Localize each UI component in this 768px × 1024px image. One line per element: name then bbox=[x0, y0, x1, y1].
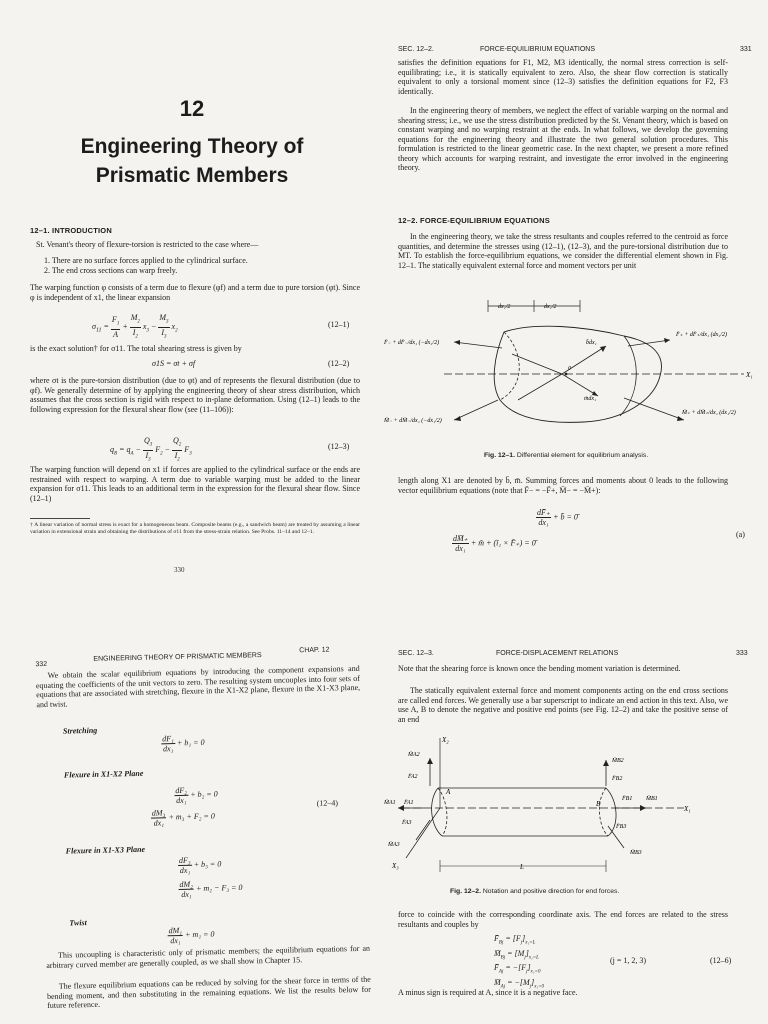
m-b1-label: M̄B1 bbox=[646, 796, 658, 802]
arrow-heads bbox=[454, 338, 684, 421]
x2-axis-label: X₂ bbox=[442, 736, 449, 744]
page-330 bbox=[0, 0, 384, 600]
x1-axis-label: X₁ bbox=[746, 371, 753, 379]
f-a2-label: F̄A2 bbox=[408, 774, 418, 780]
equation-flexure-13-moment: $\frac{\text{dM₂}}{\text{dx₁}}$ + m₂ − F₃ = 0 bbox=[179, 879, 243, 899]
origin-label: 0 bbox=[568, 366, 571, 372]
variable-warping-paragraph: The warping function will depend on x1 if forces are applied to the cylindrical surface or the ends are restrained with respect to warping. A term due to variable warping must be added to the linear expansion for σ11. This leads to an additional term in the expression for the flexural shear flow. Since (12–1) bbox=[30, 465, 360, 503]
half-length-label-right: dx₁/2 bbox=[544, 304, 557, 310]
x3-axis bbox=[406, 808, 440, 858]
running-header-chapter: CHAP. 12 bbox=[299, 646, 330, 655]
origin-point bbox=[565, 373, 568, 376]
running-header-page: 333 bbox=[736, 650, 748, 657]
figure-12-2 bbox=[384, 730, 768, 880]
shear-known-paragraph: Note that the shearing force is known once the bending moment variation is determined. bbox=[398, 664, 681, 673]
equation-a-force: $\frac{dF̄_+}{\text{dx₁}}$ + b̄ = 0̄ bbox=[537, 508, 578, 527]
page-332-content bbox=[0, 600, 384, 1024]
m-a2-label: M̄A2 bbox=[408, 752, 420, 758]
member-outline bbox=[432, 788, 616, 836]
equation-12-2: σ1S = σt + σf bbox=[152, 359, 196, 368]
f-a3-label: F̄A3 bbox=[402, 820, 412, 826]
heading-flexure-x1-x2: Flexure in X1-X2 Plane bbox=[63, 768, 144, 780]
right-face bbox=[620, 336, 636, 416]
b-dx-label: b̄dx₁ bbox=[586, 340, 597, 346]
list-item-1: 1. There are no surface forces applied to the cylindrical surface. bbox=[44, 256, 248, 265]
heading-twist: Twist bbox=[69, 918, 87, 928]
page-number-330: 330 bbox=[174, 566, 185, 574]
vector-equilibrium-paragraph: length along X1 are denoted by b̄, m̄. Summing forces and moments about 0 leads to the following vector equilibrium equations (note that F̄− = −F̄+, M̄− = −M̄+): bbox=[398, 476, 728, 495]
page-332 bbox=[0, 600, 384, 1024]
f-b1-label: F̄B1 bbox=[622, 796, 633, 802]
equation-12-6-line-2: $M̄_{Bj} = [M_j]_{x_1=L}$ bbox=[494, 948, 539, 961]
figure-12-1-caption bbox=[484, 452, 648, 459]
warping-paragraph: The warping function φ consists of a term due to flexure (φf) and a term due to pure torsion (φt). Since φ is independent of x1, the linear expansion bbox=[30, 283, 360, 302]
running-header-title: FORCE-EQUILIBRIUM EQUATIONS bbox=[480, 46, 595, 53]
minus-sign-paragraph: A minus sign is required at A, since it is a negative face. bbox=[398, 988, 578, 997]
equation-label-12-4: (12–4) bbox=[316, 798, 339, 808]
page-331 bbox=[384, 0, 768, 600]
chapter-title-line-2: Prismatic Members bbox=[95, 164, 289, 187]
f-b3-label: F̄B3 bbox=[616, 824, 627, 830]
reduction-paragraph: The flexure equilibrium equations can be reduced by solving for the shear force in terms of the bending moment, and then substituting in the remaining equations. We list the results below for future reference. bbox=[46, 974, 372, 1011]
equation-label-12-3: (12–3) bbox=[328, 442, 350, 451]
m-a3-label: M̄A3 bbox=[388, 842, 400, 848]
running-header-title: FORCE-DISPLACEMENT RELATIONS bbox=[496, 650, 619, 657]
equation-flexure-13-shear: $\frac{\text{dF₃}}{\text{dx₁}}$ + b₃ = 0 bbox=[178, 855, 222, 875]
end-force-arrows bbox=[398, 758, 646, 848]
running-header-section: SEC. 12–2. bbox=[398, 46, 434, 53]
equation-label-12-1: (12–1) bbox=[328, 320, 350, 329]
equation-a-moment: $\frac{dM̄_+}{\text{dx₁}}$ + m̄ + (ī₁ × F̄₊) = 0̄ bbox=[453, 534, 536, 553]
heading-stretching: Stretching bbox=[62, 725, 98, 736]
equation-12-6-line-3: $F̄_{Aj} = -[F_j]_{x_1=0}$ bbox=[494, 963, 541, 975]
end-force-arrowheads bbox=[398, 758, 646, 811]
equation-12-1: $\sigma_{11}$ = $\frac{F_1}{A}$ + $\frac{M_2}{I_2}$ $x_3$ − $\frac{M_3}{I_3}$ $x_2$ bbox=[92, 313, 178, 340]
figure-12-2-caption-number: Fig. 12–2. bbox=[450, 888, 481, 895]
section-heading-12-2: 12–2. FORCE-EQUILIBRIUM EQUATIONS bbox=[398, 216, 550, 225]
chapter-title-line-1: Engineering Theory of bbox=[80, 135, 304, 158]
equation-label-a: (a) bbox=[736, 530, 745, 539]
list-item-2: 2. The end cross sections can warp freely. bbox=[44, 266, 178, 275]
equation-12-3: $q_B = q_A$ − $\frac{Q_3}{I_3}$ $F_2$ − $\frac{Q_2}{I_2}$ $F_3$ bbox=[110, 436, 192, 463]
equation-flexure-12-shear: $\frac{\text{dF₂}}{\text{dx₁}}$ + b₂ = 0 bbox=[175, 785, 218, 806]
page-number-332: 332 bbox=[35, 660, 48, 669]
end-a-label: A bbox=[446, 788, 451, 796]
section-heading-12-1: 12–1. INTRODUCTION bbox=[30, 226, 112, 235]
flexural-paragraph: where σt is the pure-torsion distribution (due to φt) and σf represents the flexural distribution (due to φf). We generally determine σf by applying the engineering theory of shear stress distribution, which assumes that the cross section is rigid with respect to in-plane deformation. Using (12–1) leads to the following expression for the flexural shear flow (see (11–106)): bbox=[30, 376, 360, 414]
force-equilibrium-paragraph: In the engineering theory, we take the stress resultants and couples referred to the centroid as force quantities, and determine the stresses using (12–1), (12–3), and the pure-torsional distribution due to MT. To establish the force-equilibrium equations, we consider the differential element shown in Fig. 12–1. The statically equivalent external force and moment vectors per unit bbox=[398, 232, 728, 270]
equation-flexure-12-moment: $\frac{\text{dM₃}}{\text{dx₁}}$ + m₃ + F₂ = 0 bbox=[151, 808, 215, 828]
equation-12-6-range: (j = 1, 2, 3) bbox=[610, 956, 647, 965]
figure-12-2-caption-text: Notation and positive direction for end forces. bbox=[482, 888, 620, 895]
continuation-paragraph: satisfies the definition equations for F1, M2, M3 identically, the normal stress correction is self-equilibrating; i.e., it is statically equivalent to zero. Also, the shear flow correction is statically equivalent to only a torsional moment since (12–3) satisfies the definition equations for F2, F3 identically. bbox=[398, 58, 728, 96]
running-header-page: 331 bbox=[740, 46, 752, 53]
end-forces-paragraph: The statically equivalent external force and moment components acting on the end cross sections are called end forces. We generally use a bar superscript to indicate an end action in this text. Also, we use A, B to denote the negative and positive end points (see Fig. 12–2) and take the positive sense of an end bbox=[398, 686, 728, 724]
force-arrows bbox=[454, 340, 684, 420]
footnote-rule bbox=[30, 518, 90, 519]
uncoupling-paragraph: This uncoupling is characteristic only of prismatic members; the equilibrium equations for an arbitrary curved member are generally coupled, as we shall show in Chapter 15. bbox=[46, 943, 371, 970]
f-minus-label: F̄₋ + dF̄₋/dx₁ (−dx₁/2) bbox=[384, 340, 440, 346]
f-plus-label: F̄₊ + dF̄₊/dx₁ (dx₁/2) bbox=[676, 332, 728, 338]
end-b-label: B bbox=[596, 800, 601, 808]
f-b2-label: F̄B2 bbox=[612, 776, 623, 782]
equation-12-6-line-4: $M̄_{Aj} = -[M_j]_{x_1=0}$ bbox=[494, 977, 545, 990]
m-b2-label: M̄B2 bbox=[612, 758, 624, 764]
equation-label-12-2: (12–2) bbox=[328, 359, 350, 368]
m-a1-label: M̄A1 bbox=[384, 800, 396, 806]
f-a1-label: F̄A1 bbox=[404, 800, 414, 806]
figure-12-1-caption-number: Fig. 12–1. bbox=[484, 452, 515, 459]
equation-12-6 bbox=[494, 934, 544, 992]
exact-solution-text: is the exact solution† for σ11. The total shearing stress is given by bbox=[30, 344, 242, 353]
m-b3-label: M̄B3 bbox=[630, 850, 642, 856]
intro-paragraph: St. Venant's theory of flexure-torsion is restricted to the case where— bbox=[36, 240, 259, 249]
running-header-title: ENGINEERING THEORY OF PRISMATIC MEMBERS bbox=[93, 652, 262, 663]
figure-12-1 bbox=[384, 296, 768, 446]
m-minus-label: M̄₋ + dM̄₋/dx₁ (−dx₁/2) bbox=[384, 418, 442, 424]
engineering-theory-paragraph: In the engineering theory of members, we neglect the effect of variable warping on the normal and shearing stress; i.e., we use the stress distribution predicted by the St. Venant theory, which is based on constant warping and no warping restraint at the ends. In what follows, we develop the governing equations for the engineering theory and illustrate the two general solution procedures. This formulation is restricted to the linear geometric case. In the next chapter, we present a more refined theory which accounts for warping restraint, and investigate the error involved in the engineering theory. bbox=[398, 106, 728, 172]
chapter-number: 12 bbox=[179, 96, 205, 121]
scalar-equations-paragraph: We obtain the scalar equilibrium equations by introducing the component expansions and equating the coefficients of the unit vectors to zero. The resulting system uncouples into four sets of equations that are associated with stretching, flexure in the X1-X2 plane, flexure in the X1-X3 plane, and twist. bbox=[35, 663, 361, 709]
figure-12-2-caption bbox=[450, 888, 619, 895]
heading-flexure-x1-x3: Flexure in X1-X3 Plane bbox=[65, 844, 146, 856]
x1-axis-label: X₁ bbox=[684, 805, 691, 813]
m-dx-label: m̄dx₁ bbox=[584, 396, 597, 402]
left-face bbox=[500, 332, 519, 400]
equation-label-12-6: (12–6) bbox=[710, 956, 732, 965]
equation-twist: $\frac{\text{dM₁}}{\text{dx₁}}$ + m₁ = 0 bbox=[168, 925, 215, 946]
length-label: L bbox=[520, 863, 524, 871]
equation-12-6-line-1: $F̄_{Bj} = [F_j]_{x_1=L}$ bbox=[494, 934, 536, 946]
equation-stretching: $\frac{\text{dF₁}}{\text{dx₁}}$ + b₁ = 0 bbox=[162, 734, 205, 754]
half-length-label-left: dx₁/2 bbox=[498, 304, 511, 310]
chapter-title bbox=[0, 132, 384, 190]
coordinate-paragraph: force to coincide with the corresponding coordinate axis. The end forces are related to the stress resultants and couples by bbox=[398, 910, 728, 929]
page-333 bbox=[384, 600, 768, 1024]
m-plus-label: M̄₊ + dM̄₊/dx₁ (dx₁/2) bbox=[682, 410, 736, 416]
running-header-section: SEC. 12–3. bbox=[398, 650, 434, 657]
footnote: † A linear variation of normal stress is exact for a homogeneous beam. Composite beams (e.g., a sandwich beam) are treated by assuming a linear variation in extensional strain and obtaining the distributions of σ11 from the stress-strain relation. See Probs. 11–14 and 12–1. bbox=[30, 522, 360, 535]
x3-axis-label: X₃ bbox=[392, 862, 399, 870]
figure-12-1-caption-text: Differential element for equilibrium analysis. bbox=[516, 452, 649, 459]
